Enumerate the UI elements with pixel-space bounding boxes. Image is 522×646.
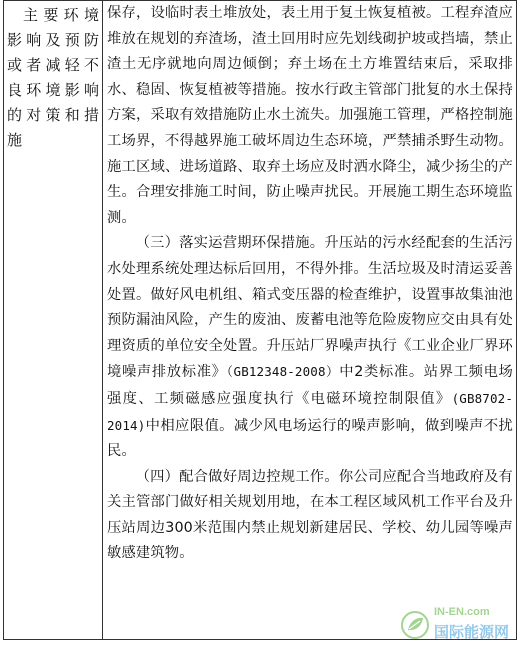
content-table <box>3 0 517 640</box>
leaf-logo-icon <box>400 610 430 640</box>
row-label-line: 的对策和措 <box>7 106 99 124</box>
row-label-line: 影响及预防 <box>7 31 99 49</box>
paragraph-operation-measures <box>107 231 513 464</box>
row-label-line: 主要环境 <box>23 6 99 24</box>
standard-code-gb12348: （GB12348-2008） <box>226 364 340 380</box>
paragraph-construction-measures: 保存，设临时表土堆放处，表土用于复土恢复植被。工程弃渣应堆放在规划的弃渣场，渣土回用时应先划线砌护坡或挡墙，禁止渣土无序就地向周边倾倒；弃土场在土方堆置结束后，采取排水、稳固、恢复植被等措施。按水行政主管部门批复的水土保持方案，采取有效措施防止水土流失。加强施工管理，严格控制施工场界，不得越界施工破坏周边生态环境，严禁捕杀野生动物。施工区域、进场道路、取弃土场应及时洒水降尘，减少扬尘的产生。合理安排施工时间，防止噪声扰民。开展施工期生态环境监测。 <box>107 5 513 226</box>
standard-code-gb8702: (GB8702-2014) <box>107 390 513 433</box>
row-label-line: 或者减轻不 <box>7 56 99 74</box>
operation-text-c: 中2类标准。站界工频电场强度、工频磁感应强度执行《电磁环境控制限值》 <box>107 364 513 407</box>
operation-text-e: 中相应限值。减少风电场运行的噪声影响，做到噪声不扰民。 <box>107 417 513 460</box>
row-label-line: 施 <box>7 131 23 149</box>
site-watermark <box>398 604 518 644</box>
watermark-domain: IN-EN.com <box>434 606 490 618</box>
table-row <box>4 1 517 640</box>
row-content-cell <box>103 1 517 640</box>
row-label <box>4 1 102 153</box>
row-label-cell <box>4 1 103 640</box>
paragraph-planning-cooperation: （四）配合做好周边控规工作。你公司应配合当地政府及有关主管部门做好相关规划用地，在本工程区域风机工作平台及升压站周边300米范围内禁止规划新建居民、学校、幼儿园等噪声敏感建筑物。 <box>107 468 513 562</box>
watermark-site-name: 国际能源网 <box>434 623 510 641</box>
row-content <box>103 1 516 567</box>
operation-text-a: （三）落实运营期环保措施。升压站的污水经配套的生活污水处理系统处理达标后回用，不得外排。生活垃圾及时清运妥善处置。做好风电机组、箱式变压器的检查维护，设置事故集油池预防漏油风险，产生的废油、废蓄电池等危险废物应交由具有处理资质的单位安全处置。升压站厂界噪声执行《工业企业厂界环境噪声排放标准》 <box>107 235 513 381</box>
row-label-line: 良环境影响 <box>7 81 99 99</box>
